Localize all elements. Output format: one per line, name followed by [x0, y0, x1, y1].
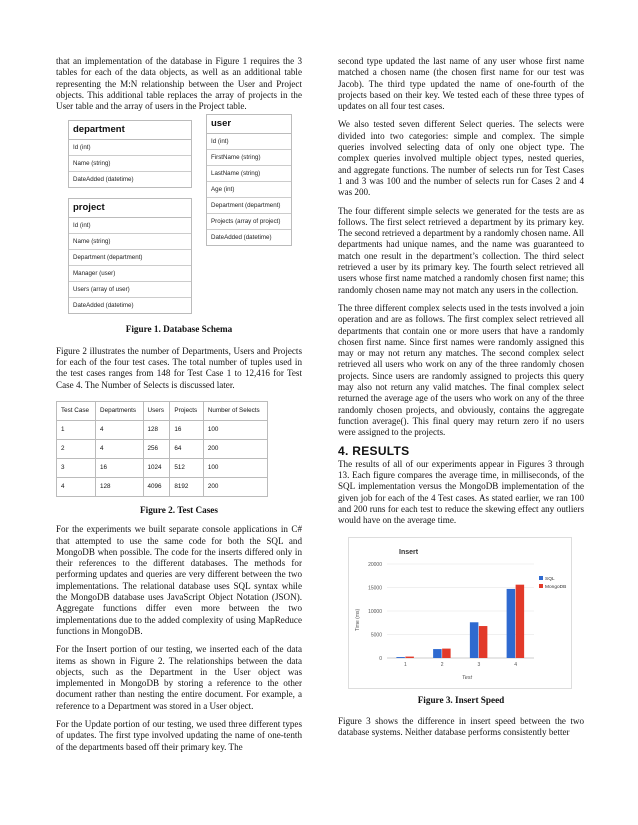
department-field: Id (int) [69, 140, 191, 156]
table-cell: 512 [170, 458, 203, 477]
user-table-title: user [207, 115, 291, 134]
project-table [68, 198, 192, 314]
right-paragraph-4: The three different complex selects used in the tests involved a join operation and are as follows. The first complex select retrieved all departments that contain one or more users that have a randomly chosen first name. Since first names were randomly assigned this may or may not return any matches. The second complex select retrieved all users who work on any of the three randomly chosen projects. Since users are randomly assigned to projects this query may also not return any valid matches. The final complex select returned the average age of the users who work on any of the three randomly chosen projects, and obviously, contains the aggregate function average(). This final query may return zero if no users were assigned to the projects. [338, 302, 584, 438]
chart-y-tick-label: 15000 [368, 585, 382, 592]
table-header-row [57, 401, 268, 420]
project-field: Id (int) [69, 218, 191, 234]
legend-swatch [539, 576, 543, 580]
figure-2-caption: Figure 2. Test Cases [140, 504, 218, 515]
chart-bar [516, 584, 525, 657]
chart-bar [405, 656, 414, 657]
chart-x-axis-label: Test [461, 674, 473, 681]
insert-speed-chart [348, 537, 572, 689]
chart-bar [433, 649, 442, 658]
table-cell: 4 [96, 420, 144, 439]
project-field: Name (string) [69, 234, 191, 250]
user-field: Projects (array of project) [207, 214, 291, 230]
table-cell: 64 [170, 439, 203, 458]
chart-y-axis-label: Time (ms) [355, 608, 361, 631]
chart-bar [442, 648, 451, 657]
chart-x-tick-label: 1 [403, 661, 407, 668]
chart-bar [479, 626, 488, 658]
figure-3-caption: Figure 3. Insert Speed [417, 694, 505, 705]
table-row [57, 420, 268, 439]
figure-1-caption: Figure 1. Database Schema [125, 324, 233, 335]
legend-label: SQL [545, 576, 555, 582]
chart-title: Insert [399, 548, 419, 556]
table-cell: 128 [143, 420, 170, 439]
table-header-cell: Number of Selects [203, 401, 267, 420]
chart-x-tick-label: 4 [514, 661, 518, 668]
user-field: DateAdded (datetime) [211, 234, 272, 242]
right-paragraph-6: Figure 3 shows the difference in insert speed between the two database systems. Neither database performs consistently better [338, 715, 584, 738]
chart-bar [396, 657, 405, 658]
table-row [57, 439, 268, 458]
left-paragraph-2: Figure 2 illustrates the number of Departments, Users and Projects for each of the four test cases. The total number of tuples used in the test cases ranges from 148 for Test Case 1 to 12,416 for Test Case 4. The Number of Selects is discussed later. [56, 345, 302, 390]
table-cell: 16 [170, 420, 203, 439]
table-cell: 4096 [143, 477, 170, 496]
table-cell: 4 [96, 439, 144, 458]
chart-y-tick-label: 0 [379, 655, 382, 662]
chart-y-tick-label: 20000 [368, 561, 382, 568]
right-column [338, 56, 584, 745]
table-cell: 3 [57, 458, 96, 477]
test-cases-table [56, 401, 268, 497]
table-cell: 1024 [143, 458, 170, 477]
chart-legend [539, 576, 566, 590]
table-cell: 2 [57, 439, 96, 458]
project-field: DateAdded (datetime) [73, 302, 134, 310]
department-field: DateAdded (datetime) [73, 176, 134, 184]
right-paragraph-3: The four different simple selects we generated for the tests are as follows. The first select retrieved a department by its primary key. The second retrieved a department by a randomly chosen name. All departments had unique names, and the name was guaranteed to match one result in the department’s collection. The third select retrieved a user by its primary key. The fourth select retrieved all users whose first name matched a randomly chosen first name; this randomly chosen name may not match any users in the collection. [338, 205, 584, 295]
project-field: Department (department) [69, 250, 191, 266]
chart-y-tick-label: 10000 [368, 608, 382, 615]
department-table [68, 120, 192, 188]
left-paragraph-5: For the Update portion of our testing, we used three different types of updates. The first type involved updating the name of one-tenth of the departments based off their primary key. The [56, 719, 302, 752]
table-cell: 8192 [170, 477, 203, 496]
database-schema-figure [56, 120, 302, 310]
table-cell: 100 [203, 420, 267, 439]
chart-x-tick-label: 3 [477, 661, 481, 668]
user-field: Department (department) [207, 198, 291, 214]
table-header-cell: Departments [96, 401, 144, 420]
user-table [206, 114, 292, 246]
right-paragraph-5: The results of all of our experiments appear in Figures 3 through 13. Each figure compares the average time, in milliseconds, of the SQL implementation versus the MongoDB implementation of the given job for each of the 4 Test cases. As stated earlier, we ran 100 and 200 runs for each test to reduce the skewing effect any outliers would have on the average time. [338, 458, 584, 526]
table-cell: 100 [203, 458, 267, 477]
project-field: Users (array of user) [69, 282, 191, 298]
project-field: Manager (user) [69, 266, 191, 282]
chart-bars [396, 584, 524, 657]
table-row [57, 458, 268, 477]
left-column [56, 56, 302, 760]
table-row [57, 477, 268, 496]
table-cell: 128 [96, 477, 144, 496]
department-table-title: department [69, 121, 191, 140]
insert-chart-svg [349, 538, 571, 688]
user-field: FirstName (string) [207, 150, 291, 166]
left-paragraph-1: that an implementation of the database in Figure 1 requires the 3 tables for each of the data objects, as well as an additional table representing the M:N relationship between the User and Project objects. This additional table replaces the array of projects in the User table and the array of users in the Project table. [56, 56, 302, 112]
department-field: Name (string) [69, 156, 191, 172]
legend-label: MongoDB [545, 584, 567, 590]
left-paragraph-3: For the experiments we built separate console applications in C# that attempted to use the same code for both the SQL and MongoDB when possible. The code for the inserts differed only in their references to the different databases. The methods for performing updates and queries are very different between the two implementations. The relational database uses SQL syntax while the MongoDB database uses JavaScript Object Notation (JSON). Aggregate functions differ even more between the two implementations due to the added complexity of using MapReduce functions in MongoDB. [56, 524, 302, 636]
table-cell: 256 [143, 439, 170, 458]
user-field: Id (int) [207, 134, 291, 150]
chart-bar [470, 622, 479, 658]
table-cell: 200 [203, 477, 267, 496]
table-cell: 200 [203, 439, 267, 458]
table-cell: 16 [96, 458, 144, 477]
project-table-title: project [69, 199, 191, 218]
chart-bar [507, 588, 516, 657]
left-paragraph-4: For the Insert portion of our testing, we inserted each of the data items as shown in Figure 2. The relationships between the data objects, such as the Department in the User object was implemented in MongoDB by storing a reference to the other document rather than nesting the entire document. For example, a reference to a Department was stored in a User object. [56, 644, 302, 711]
legend-swatch [539, 584, 543, 588]
right-paragraph-2: We also tested seven different Select queries. The selects were divided into two categories: simple and complex. The simple queries involved selecting data of only one object type. The complex queries involved multiple object types, nested queries, and aggregate functions. The number of selects run for Test Cases 1 and 3 was 100 and the number of selects run for Cases 2 and 4 was 200. [338, 119, 584, 198]
right-paragraph-1: second type updated the last name of any user whose first name matched a chosen name (the chosen first name for our test was Jacob). The third type updated the name of one-fourth of the projects based on their key. We tested each of these three types of updates on all four test cases. [338, 56, 584, 112]
user-field: LastName (string) [207, 166, 291, 182]
user-field: Age (int) [207, 182, 291, 198]
section-heading-results: 4. RESULTS [338, 443, 410, 458]
chart-x-tick-label: 2 [440, 661, 444, 668]
table-cell: 4 [57, 477, 96, 496]
table-header-cell: Test Case [57, 401, 96, 420]
table-header-cell: Users [143, 401, 170, 420]
chart-y-tick-label: 5000 [370, 632, 382, 639]
table-header-cell: Projects [170, 401, 203, 420]
table-cell: 1 [57, 420, 96, 439]
